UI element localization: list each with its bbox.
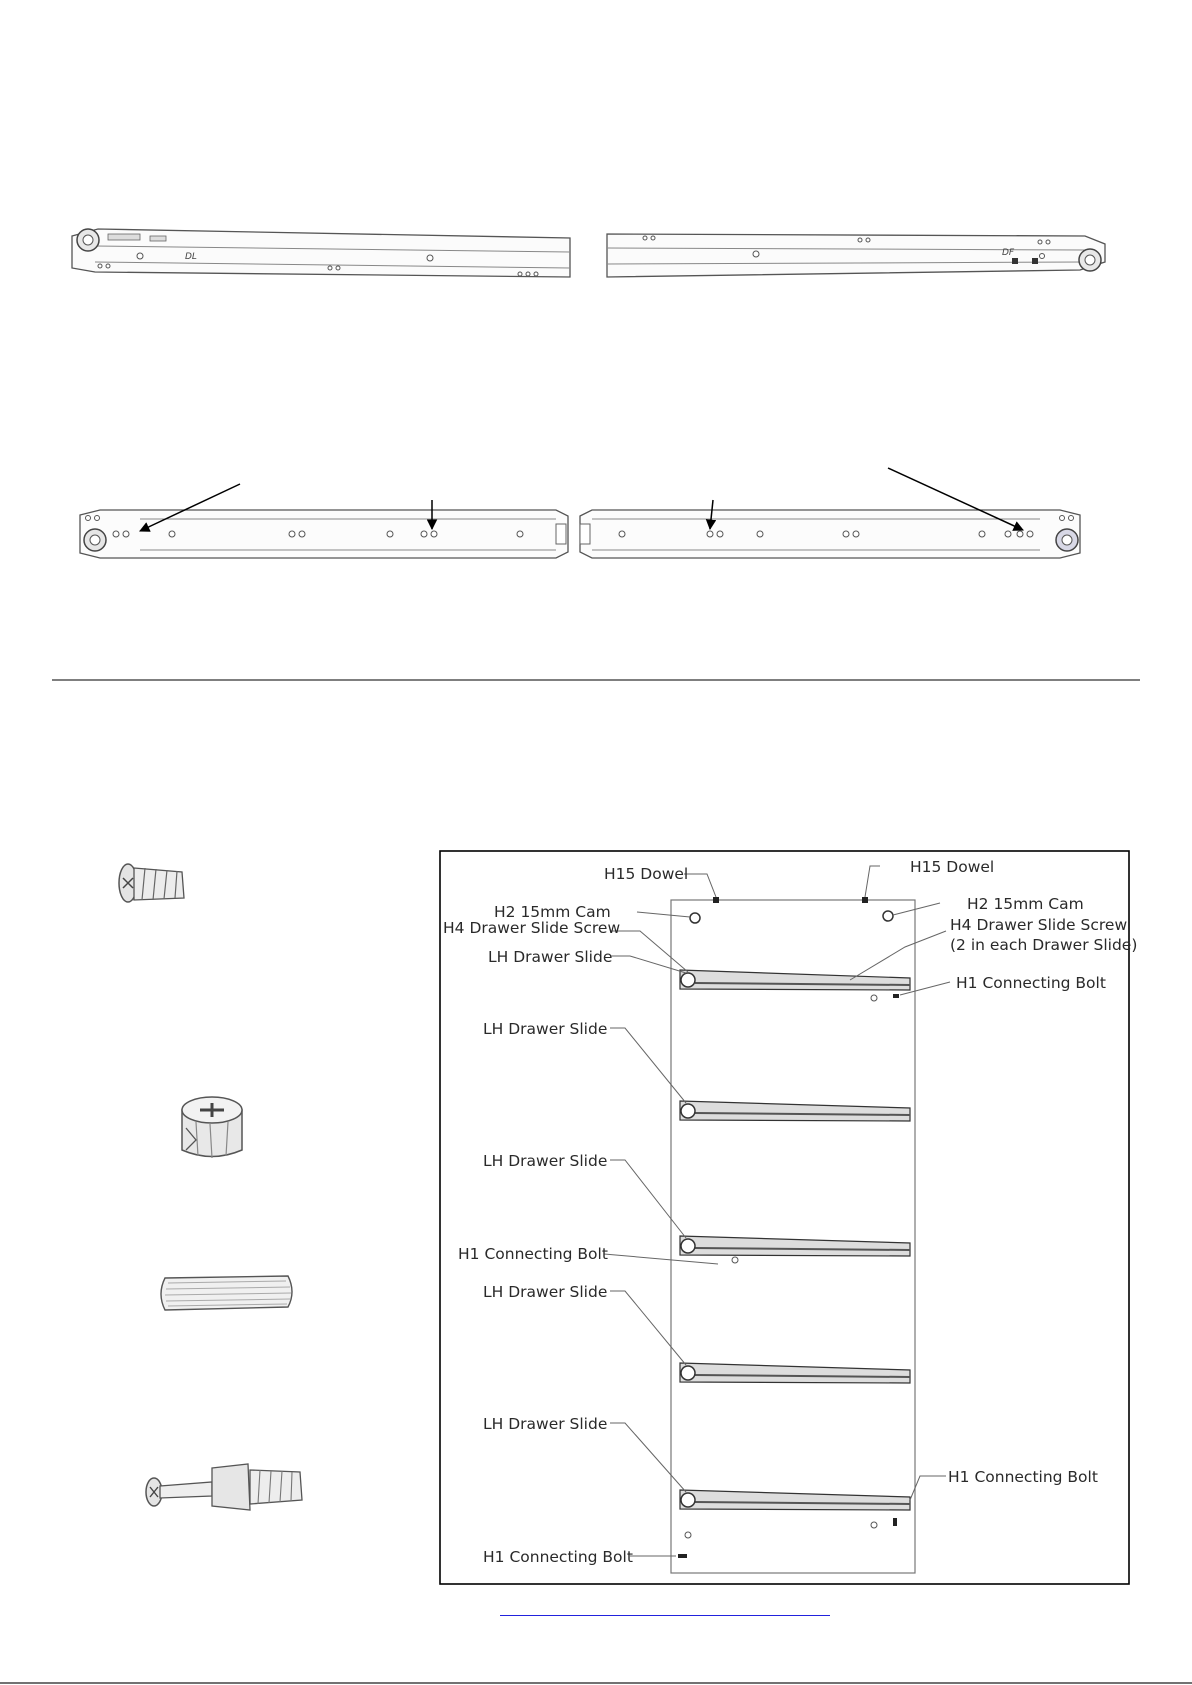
- drawer-slide-screw-icon: [119, 864, 184, 902]
- slide-marking-df: DF: [1002, 248, 1015, 258]
- label-slide-2: LH Drawer Slide: [483, 1020, 608, 1038]
- slide-right-top: [607, 234, 1105, 277]
- slide-right-bottom: [580, 510, 1080, 558]
- slide-left-top: [72, 229, 570, 277]
- label-dowel-right: H15 Dowel: [910, 858, 995, 876]
- label-screw-right: H4 Drawer Slide Screw: [950, 916, 1128, 934]
- label-dowel-left: H15 Dowel: [604, 865, 689, 883]
- slide-left-bottom: [80, 510, 568, 558]
- label-slide-5: LH Drawer Slide: [483, 1415, 608, 1433]
- label-cam-right: H2 15mm Cam: [967, 895, 1084, 913]
- label-bolt-right-top: H1 Connecting Bolt: [956, 974, 1106, 992]
- label-slide-1: LH Drawer Slide: [488, 948, 613, 966]
- connecting-bolt-icon: [146, 1464, 302, 1510]
- side-panel-diagram: [440, 851, 1137, 1584]
- label-cam-left: H2 15mm Cam: [494, 903, 611, 921]
- slide-marking-dl: DL: [185, 252, 197, 262]
- cam-lock-icon: [182, 1097, 242, 1158]
- label-bolt-right-bottom: H1 Connecting Bolt: [948, 1468, 1098, 1486]
- footer-link[interactable]: [500, 1605, 830, 1616]
- label-bolt-mid: H1 Connecting Bolt: [458, 1245, 608, 1263]
- label-screw-left: H4 Drawer Slide Screw: [443, 919, 621, 937]
- label-bolt-bottom: H1 Connecting Bolt: [483, 1548, 633, 1566]
- label-screw-right-note: (2 in each Drawer Slide): [950, 936, 1138, 954]
- wooden-dowel-icon: [161, 1276, 292, 1310]
- label-slide-3: LH Drawer Slide: [483, 1152, 608, 1170]
- label-slide-4: LH Drawer Slide: [483, 1283, 608, 1301]
